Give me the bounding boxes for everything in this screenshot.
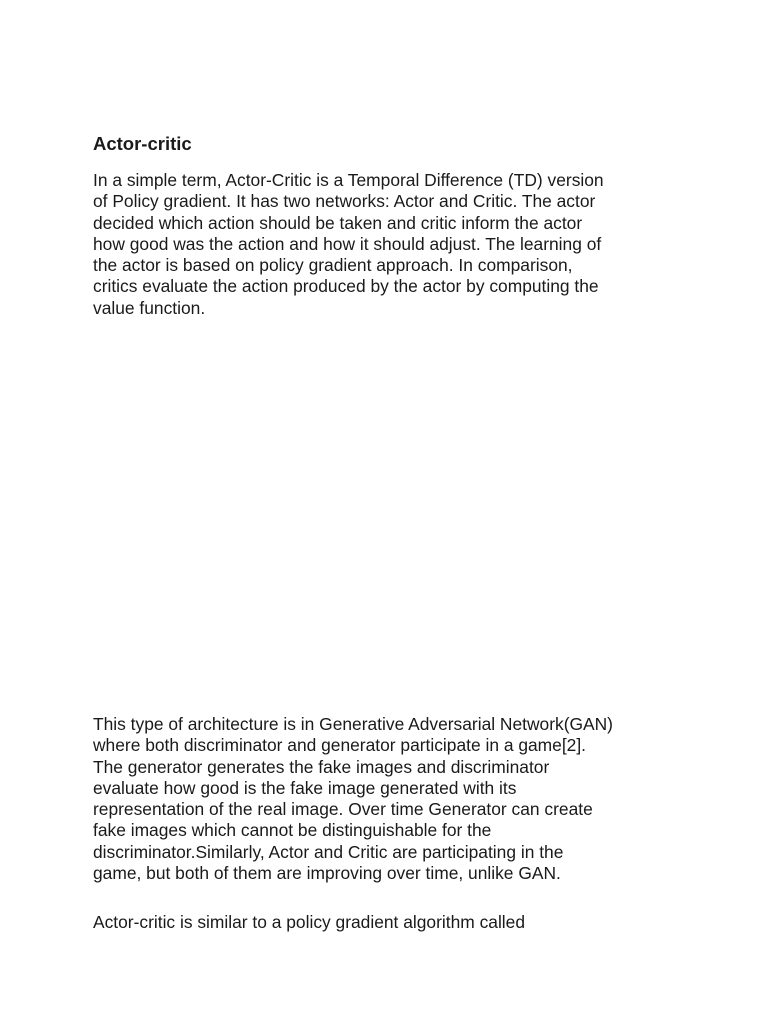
text-line: decided which action should be taken and critic inform the actor: [93, 212, 583, 233]
section-heading: Actor-critic: [93, 133, 192, 154]
text-line: where both discriminator and generator participate in a game[2].: [93, 735, 587, 756]
text-line: representation of the real image. Over time Generator can create: [93, 799, 593, 820]
text-line: discriminator.Similarly, Actor and Critic are participating in the: [93, 841, 564, 862]
text-line: Actor-critic is similar to a policy gradient algorithm called: [93, 912, 526, 932]
text-line: value function.: [93, 297, 206, 318]
text-line: critics evaluate the action produced by the actor by computing the: [93, 276, 599, 297]
paragraph-intro: [93, 170, 693, 319]
text-line: of Policy gradient. It has two networks: Actor and Critic. The actor: [93, 191, 596, 212]
text-line: game, but both of them are improving over time, unlike GAN.: [93, 863, 561, 884]
text-line: fake images which cannot be distinguishable for the: [93, 820, 492, 841]
paragraph-policy-gradient: [93, 912, 693, 933]
paragraph-gan: [93, 714, 693, 884]
text-line: This type of architecture is in Generative Adversarial Network(GAN): [93, 714, 613, 734]
text-line: In a simple term, Actor-Critic is a Temporal Difference (TD) version: [93, 170, 604, 190]
text-line: evaluate how good is the fake image generated with its: [93, 777, 517, 798]
text-line: The generator generates the fake images and discriminator: [93, 756, 550, 777]
text-line: how good was the action and how it should adjust. The learning of: [93, 233, 602, 254]
text-line: the actor is based on policy gradient approach. In comparison,: [93, 255, 573, 276]
